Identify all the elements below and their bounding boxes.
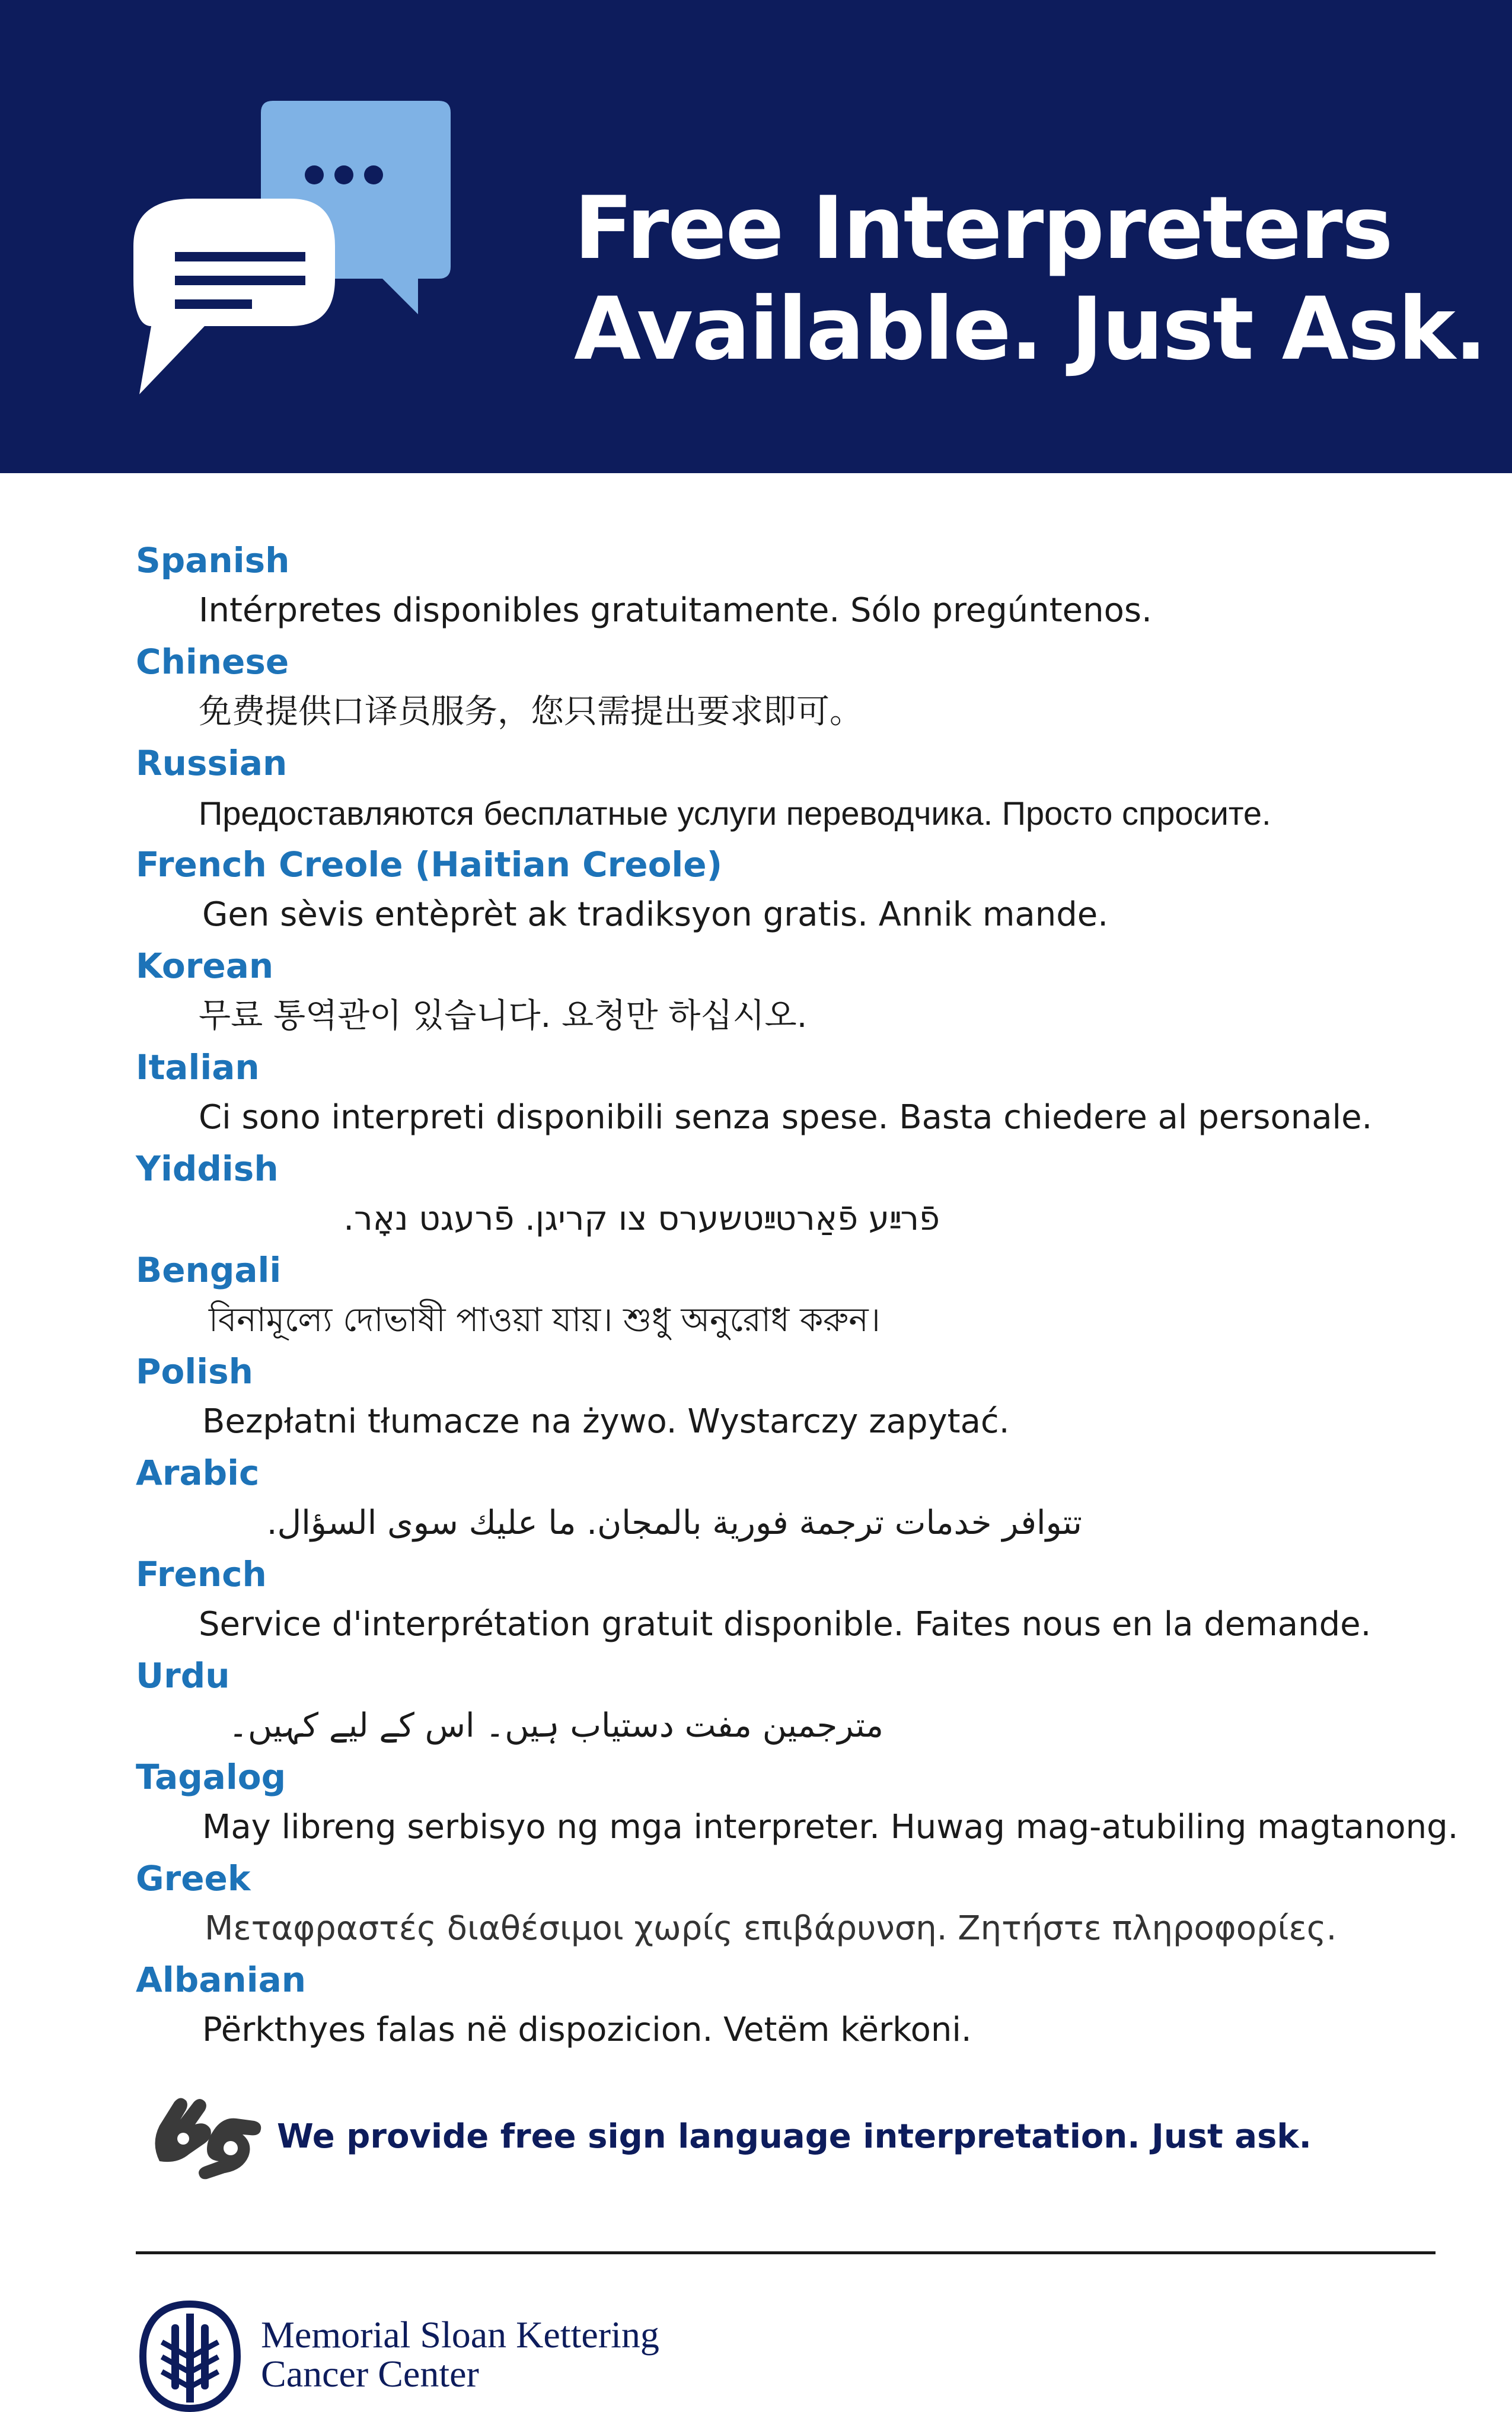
language-message: 무료 통역관이 있습니다. 요청만 하십시오. <box>199 997 808 1035</box>
language-name: French Creole (Haitian Creole) <box>136 844 723 885</box>
sign-language-hands-icon <box>148 2090 266 2185</box>
header-banner <box>0 0 1512 473</box>
sign-language-notice <box>136 2084 1440 2191</box>
language-message: تتوافر خدمات ترجمة فورية بالمجان. ما عليك سوى السؤال. <box>266 1504 1082 1542</box>
language-name: Bengali <box>136 1250 282 1290</box>
language-message: Gen sèvis entèprèt ak tradiksyon gratis. Annik mande. <box>202 895 1109 934</box>
chat-bubbles-icon <box>133 101 465 403</box>
language-name: Russian <box>136 743 288 783</box>
language-message: May libreng serbisyo ng mga interpreter. Huwag mag-atubiling magtanong. <box>202 1808 1459 1846</box>
language-name: Chinese <box>136 642 289 682</box>
title-line-2: Available. Just Ask. <box>574 279 1487 379</box>
language-message: Предоставляются бесплатные услуги переводчика. Просто спросите. <box>199 795 1271 832</box>
footer-divider <box>136 2251 1436 2254</box>
organization-name-line-1: Memorial Sloan Kettering <box>261 2314 659 2356</box>
language-name: Korean <box>136 946 274 986</box>
language-name: Urdu <box>136 1655 230 1696</box>
organization-name-line-2: Cancer Center <box>261 2353 479 2395</box>
language-name: Albanian <box>136 1960 307 2000</box>
title-line-1: Free Interpreters <box>574 178 1392 279</box>
sign-language-message: We provide free sign language interpretation. Just ask. <box>277 2117 1312 2156</box>
language-name: Yiddish <box>136 1148 279 1189</box>
language-message: Intérpretes disponibles gratuitamente. Sólo pregúntenos. <box>199 591 1152 630</box>
language-message: Përkthyes falas në dispozicion. Vetëm kërkoni. <box>202 2011 972 2049</box>
page-title <box>574 178 1486 379</box>
msk-logo-icon <box>138 2301 242 2412</box>
language-name: Polish <box>136 1351 253 1392</box>
language-name: Greek <box>136 1858 251 1899</box>
language-name: Spanish <box>136 540 290 580</box>
language-message: Bezpłatni tłumacze na żywo. Wystarczy zapytać. <box>202 1402 1010 1441</box>
language-name: French <box>136 1554 267 1594</box>
language-message: 免费提供口译员服务，您只需提出要求即可。 <box>199 693 863 731</box>
language-message: مترجمین مفت دستیاب ہیں۔ اس کے لیے کہیں۔ <box>228 1706 883 1745</box>
language-name: Italian <box>136 1047 260 1087</box>
language-name: Arabic <box>136 1453 260 1493</box>
organization-name <box>261 2315 659 2394</box>
language-message: Μεταφραστές διαθέσιμοι χωρίς επιβάρυνση. Ζητήστε πληροφορίες. <box>205 1909 1337 1948</box>
language-name: Tagalog <box>136 1757 286 1797</box>
language-message: Ci sono interpreti disponibili senza spese. Basta chiedere al personale. <box>199 1098 1373 1137</box>
language-message: Service d'interprétation gratuit disponible. Faites nous en la demande. <box>199 1605 1371 1644</box>
language-message: বিনামূল্যে দোভাষী পাওয়া যায়। শুধু অনুরোধ করুন। <box>209 1301 881 1339</box>
language-message: פֿרײַע פֿאַרטײַטשערס צו קריגן. פֿרעגט נאָר. <box>343 1199 940 1238</box>
